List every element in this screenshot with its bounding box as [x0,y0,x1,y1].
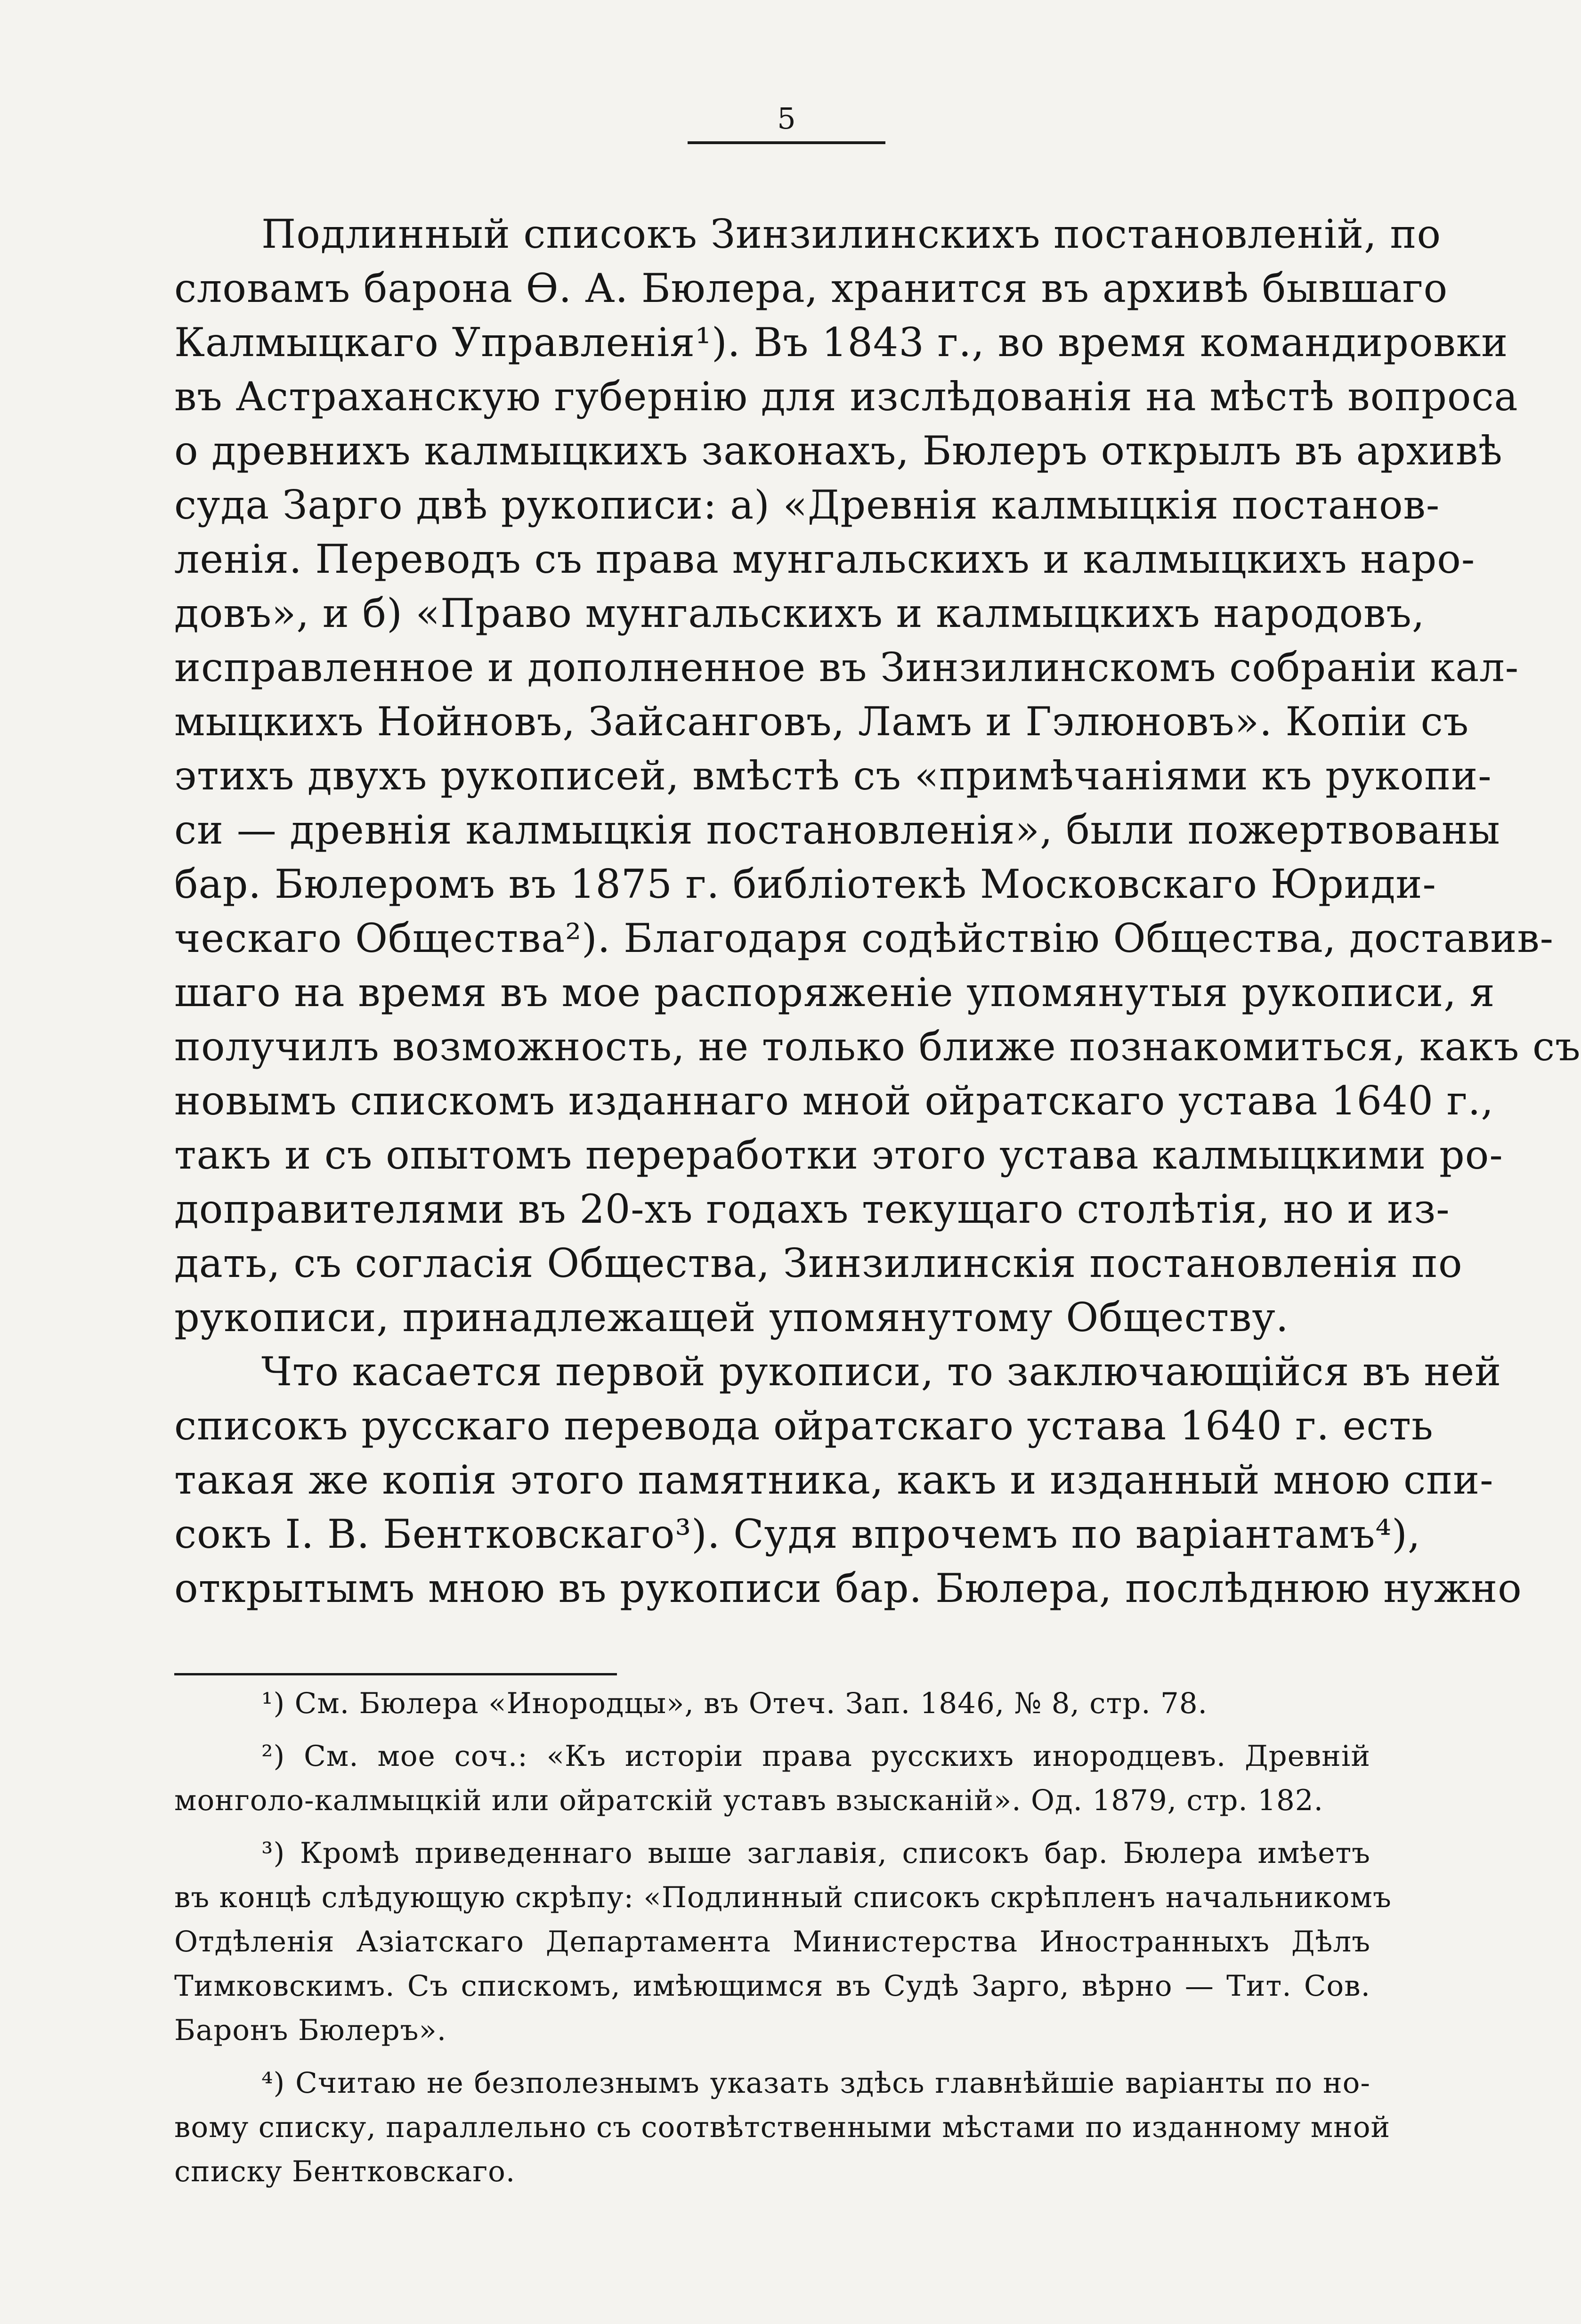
footnote-line: въ концѣ слѣдующую скрѣпу: «Подлинный списокъ скрѣпленъ начальникомъ [174,1881,1392,1914]
footnotes [174,1682,1392,2194]
footnote-line: ¹) См. Бюлера «Инородцы», въ Отеч. Зап. 1846, № 8, стр. 78. [261,1687,1208,1720]
text-line: получилъ возможность, не только ближе познакомиться, какъ съ [174,1024,1581,1070]
text-line: этихъ двухъ рукописей, вмѣстѣ съ «примѣчаніями къ рукопи- [174,753,1492,799]
text-line: мыцкихъ Нойновъ, Зайсанговъ, Ламъ и Гэлюновъ». Копіи съ [174,699,1469,745]
text-line: сокъ І. В. Бентковскаго³). Судя впрочемъ по варіантамъ⁴), [174,1511,1421,1557]
text-line: исправленное и дополненное въ Зинзилинскомъ собраніи кал- [174,644,1519,691]
page-number: 5 [777,101,796,136]
text-line: дать, съ согласія Общества, Зинзилинскія постановленія по [174,1240,1463,1286]
text-line: суда Зарго двѣ рукописи: а) «Древнія калмыцкія постанов- [174,482,1440,528]
text-line: Что касается первой рукописи, то заключающійся въ ней [261,1349,1502,1395]
text-line: довъ», и б) «Право мунгальскихъ и калмыцкихъ народовъ, [174,590,1425,636]
footnote-line: ⁴) Считаю не безполезнымъ указать здѣсь главнѣйшіе варіанты по но- [261,2066,1370,2100]
main-text [174,207,1581,1616]
footnote-line: ³) Кромѣ приведеннаго выше заглавія, списокъ бар. Бюлера имѣетъ [261,1836,1370,1870]
header-rule [688,141,885,144]
text-line: о древнихъ калмыцкихъ законахъ, Бюлеръ открылъ въ архивѣ [174,428,1503,474]
text-line: словамъ барона Ѳ. А. Бюлера, хранится въ архивѣ бывшаго [174,265,1448,311]
text-line: рукописи, принадлежащей упомянутому Обществу. [174,1294,1289,1341]
footnote-line: списку Бентковскаго. [174,2155,516,2188]
footnote-line: Тимковскимъ. Съ спискомъ, имѣющимся въ Судѣ Зарго, вѣрно — Тит. Сов. [174,1969,1370,2003]
text-line: въ Астраханскую губернію для изслѣдованія на мѣстѣ вопроса [174,374,1518,420]
footnote-gap [174,1726,1370,1734]
footnote-line: ²) См. мое соч.: «Къ исторіи права русскихъ инородцевъ. Древній [261,1739,1370,1773]
footnote-rule [174,1673,617,1675]
text-line: новымъ спискомъ изданнаго мной ойратскаго устава 1640 г., [174,1078,1494,1124]
text-line: доправителями въ 20-хъ годахъ текущаго столѣтія, но и из- [174,1186,1450,1232]
footnote-gap [174,2053,1370,2061]
text-line: ленія. Переводъ съ права мунгальскихъ и калмыцкихъ наро- [174,536,1476,582]
text-line: такъ и съ опытомъ переработки этого устава калмыцкими ро- [174,1132,1503,1178]
footnote-line: Баронъ Бюлеръ». [174,2014,447,2047]
text-line: си — древнія калмыцкія постановленія», были пожертвованы [174,807,1500,853]
text-line: Подлинный списокъ Зинзилинскихъ постановленій, по [261,211,1442,257]
text-line: такая же копія этого памятника, какъ и изданный мною спи- [174,1457,1494,1503]
text-line: Калмыцкаго Управленія¹). Въ 1843 г., во время командировки [174,319,1508,366]
text-line: списокъ русскаго перевода ойратскаго устава 1640 г. есть [174,1403,1434,1449]
footnote-line: вому списку, параллельно съ соотвѣтственными мѣстами по изданному мной [174,2111,1391,2144]
footnote-gap [174,1823,1370,1831]
text-line: бар. Бюлеромъ въ 1875 г. библіотекѣ Московскаго Юриди- [174,861,1436,907]
text-line: ческаго Общества²). Благодаря содѣйствію Общества, доставив- [174,915,1554,961]
footnote-line: Отдѣленія Азіатскаго Департамента Министерства Иностранныхъ Дѣлъ [174,1925,1370,1958]
text-line: открытымъ мною въ рукописи бар. Бюлера, послѣднюю нужно [174,1565,1522,1611]
text-line: шаго на время въ мое распоряженіе упомянутыя рукописи, я [174,969,1495,1016]
footnote-line: монголо-калмыцкій или ойратскій уставъ взысканій». Од. 1879, стр. 182. [174,1784,1323,1817]
